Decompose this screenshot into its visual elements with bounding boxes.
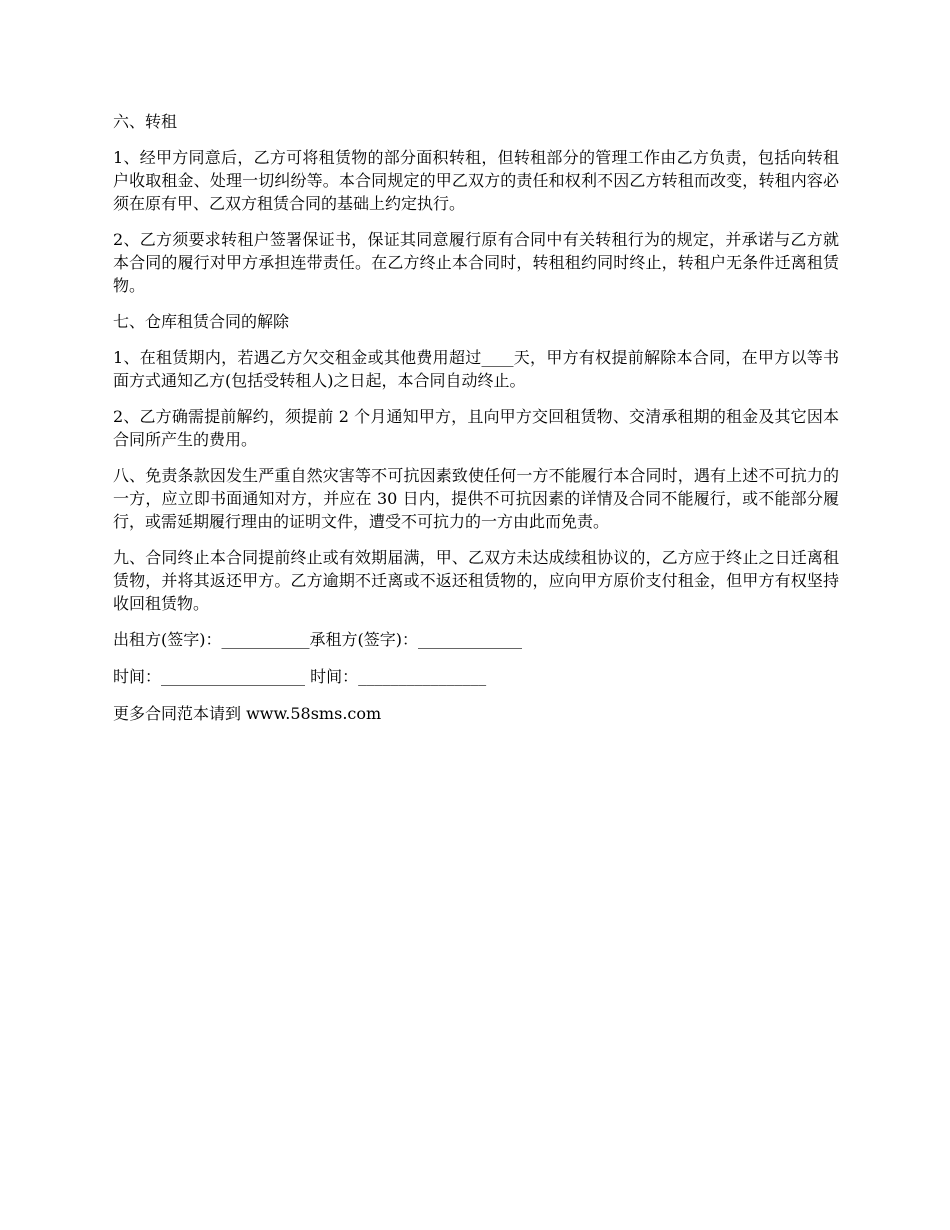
signature-line: 出租方(签字)：___________承租方(签字)：_____________: [113, 630, 522, 649]
clause-termination-2: 2、乙方确需提前解约，须提前 2 个月通知甲方，且向甲方交回租赁物、交清承租期的租金及其它因本合同所产生的费用。: [113, 407, 839, 449]
footer-link-text: 更多合同范本请到 www.58sms.com: [113, 704, 382, 723]
date-line: 时间：__________________ 时间：________________: [113, 667, 487, 686]
contract-page: [113, 110, 839, 725]
clause-contract-end: 九、合同终止本合同提前终止或有效期届满，甲、乙双方未达成续租协议的，乙方应于终止之日迁离租赁物，并将其返还甲方。乙方逾期不迁离或不返还租赁物的，应向甲方原价支付租金，但甲方有权坚持收回租赁物。: [113, 548, 839, 613]
clause-sublease-1: 1、经甲方同意后，乙方可将租赁物的部分面积转租，但转租部分的管理工作由乙方负责，包括向转租户收取租金、处理一切纠纷等。本合同规定的甲乙双方的责任和权利不因乙方转租而改变，转租内容必须在原有甲、乙双方租赁合同的基础上约定执行。: [113, 148, 839, 213]
section-heading-termination: 七、仓库租赁合同的解除: [113, 312, 290, 331]
clause-force-majeure: 八、免责条款因发生严重自然灾害等不可抗因素致使任何一方不能履行本合同时，遇有上述不可抗力的一方，应立即书面通知对方，并应在 30 日内，提供不可抗因素的详情及合同不能履行，或不能部分履行，或需延期履行理由的证明文件，遭受不可抗力的一方由此而免责。: [113, 466, 839, 531]
section-heading-sublease: 六、转租: [113, 112, 178, 131]
clause-termination-1: 1、在租赁期内，若遇乙方欠交租金或其他费用超过____天，甲方有权提前解除本合同，在甲方以等书面方式通知乙方(包括受转租人)之日起，本合同自动终止。: [113, 348, 839, 390]
clause-sublease-2: 2、乙方须要求转租户签署保证书，保证其同意履行原有合同中有关转租行为的规定，并承诺与乙方就本合同的履行对甲方承担连带责任。在乙方终止本合同时，转租租约同时终止，转租户无条件迁离租赁物。: [113, 230, 839, 295]
